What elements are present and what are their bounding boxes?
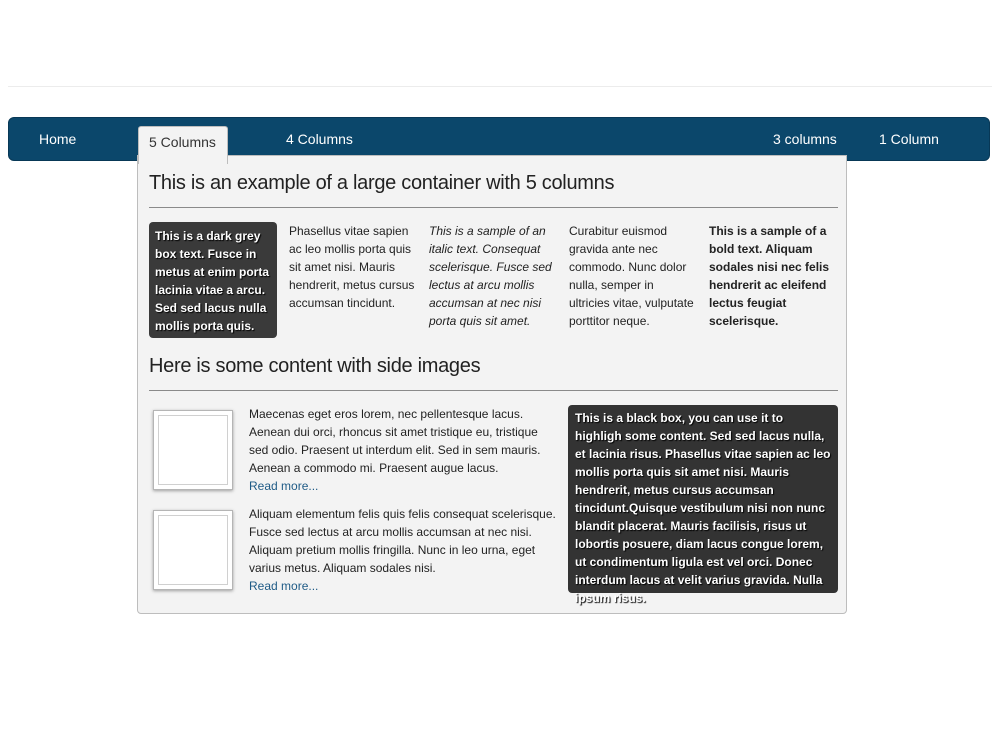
column-dark-box: This is a dark grey box text. Fusce in metus at enim porta lacinia vitae a arcu. Sed sed lacus nulla mollis porta quis. — [149, 222, 277, 338]
section-divider — [149, 390, 838, 391]
section-title-side-images: Here is some content with side images — [149, 355, 481, 377]
column-italic-text: This is a sample of an italic text. Consequat scelerisque. Fusce sed lectus at arcu mollis accumsan at nec nisi porta quis sit amet. — [429, 224, 552, 328]
nav-1-column[interactable]: 1 Column — [879, 131, 939, 147]
side-content-item — [249, 405, 559, 495]
nav-5-columns[interactable]: 5 Columns — [138, 126, 228, 164]
nav-home[interactable]: Home — [39, 131, 77, 147]
read-more-link[interactable]: Read more... — [249, 579, 319, 593]
nav-4-columns[interactable]: 4 Columns — [286, 131, 353, 147]
section-title-columns: This is an example of a large container with 5 columns — [149, 172, 615, 194]
column-bold-text: This is a sample of a bold text. Aliquam sodales nisi nec felis hendrerit ac eleifend lectus feugiat scelerisque. — [709, 224, 830, 328]
content-panel — [137, 155, 847, 614]
black-highlight-box: This is a black box, you can use it to highligh some content. Sed sed lacus nulla, et lacinia risus. Phasellus vitae sapien ac leo mollis porta quis sit amet nisi. Mauris hendrerit, metus cursus accumsan tincidunt.Quisque vestibulum nisi non nunc blandit placerat. Mauris facilisis, risus ut lobortis posuere, diam lacus congue lorem, ut condimentum ligula est vel orci. Donec interdum lacus at velit varius gravida. Nulla ipsum risus. — [568, 405, 838, 593]
side-image-thumbnail — [153, 410, 233, 490]
side-content-item — [249, 505, 559, 595]
side-image-thumbnail — [153, 510, 233, 590]
top-divider — [8, 86, 992, 87]
column-text: Phasellus vitae sapien ac leo mollis porta quis sit amet nisi. Mauris hendrerit, metus cursus accumsan tincidunt. — [289, 224, 415, 310]
column-text: Curabitur euismod gravida ante nec commodo. Nunc dolor nulla, semper in ultricies vitae, vulputate porttitor neque. — [569, 224, 694, 328]
side-content-text: Maecenas eget eros lorem, nec pellentesque lacus. Aenean dui orci, rhoncus sit amet tristique eu, tristique sed odio. Praesent ut interdum elit. Sed in sem mauris. Aenean a commodo mi. Praesent augue lacus. — [249, 407, 541, 475]
read-more-link[interactable]: Read more... — [249, 479, 319, 493]
nav-3-columns[interactable]: 3 columns — [773, 131, 837, 147]
section-divider — [149, 207, 838, 208]
side-content-text: Aliquam elementum felis quis felis consequat scelerisque. Fusce sed lectus at arcu mollis accumsan at nec nisi. Aliquam pretium mollis fringilla. Nunc in leo urna, eget varius metus. Aliquam sodales nisi. — [249, 507, 556, 575]
